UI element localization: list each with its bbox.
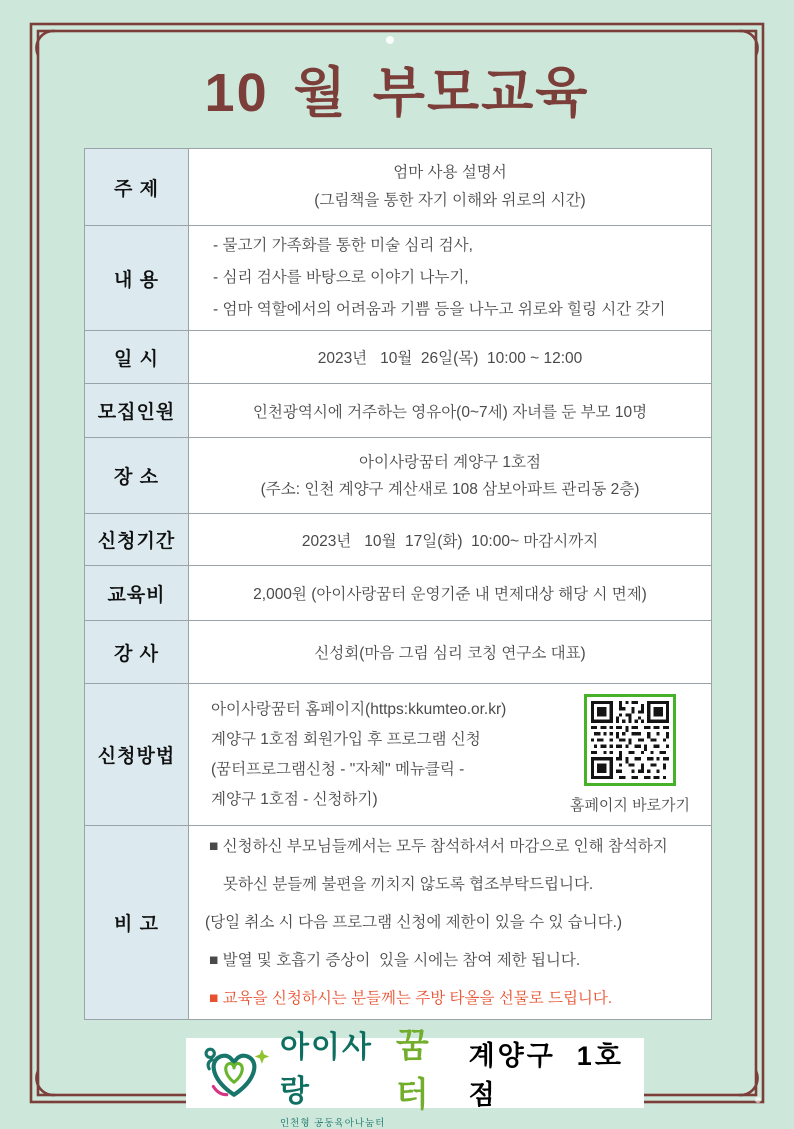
table-row-apply xyxy=(85,684,711,826)
row-label-place: 장 소 xyxy=(85,438,189,513)
instructor-value: 신성회(마음 그림 심리 코칭 연구소 대표) xyxy=(314,645,586,662)
background-speck xyxy=(755,1097,761,1103)
notes-line-5-highlight: ■ 교육을 신청하시는 분들께는 주방 타올을 선물로 드립니다. xyxy=(209,989,613,1007)
row-label-apply: 신청방법 xyxy=(85,684,189,825)
place-line-2: (주소: 인천 계양구 계산새로 108 삼보아파트 관리동 2층) xyxy=(260,480,640,498)
period-value: 2023년 10월 17일(화) 10:00~ 마감시까지 xyxy=(301,532,599,550)
row-label-fee: 교육비 xyxy=(85,566,189,620)
row-label-content: 내 용 xyxy=(85,226,189,330)
row-label-capacity: 모집인원 xyxy=(85,384,189,437)
content-line-2: - 심리 검사를 바탕으로 이야기 나누기, xyxy=(213,269,469,286)
table-row-place xyxy=(85,438,711,514)
info-table xyxy=(84,148,712,1020)
brand-tagline: 인천형 공동육아나눔터 xyxy=(280,1117,386,1129)
qr-code xyxy=(584,694,676,786)
table-row-instructor xyxy=(85,621,711,684)
apply-line-1: 아이사랑꿈터 홈페이지(https:kkumteo.or.kr) xyxy=(211,700,507,718)
table-row-content xyxy=(85,226,711,331)
apply-line-2: 계양구 1호점 회원가입 후 프로그램 신청 xyxy=(211,730,481,748)
notes-line-1: ■ 신청하신 부모님들께서는 모두 참석하셔서 마감으로 인해 참석하지 xyxy=(209,837,668,855)
brand-wordmark xyxy=(280,1018,455,1129)
content-line-3: - 엄마 역할에서의 어려움과 기쁨 등을 나누고 위로와 힐링 시간 갖기 xyxy=(213,301,666,318)
table-row-datetime xyxy=(85,331,711,384)
fee-value: 2,000원 (아이사랑꿈터 운영기준 내 면제대상 해당 시 면제) xyxy=(253,586,647,603)
datetime-value: 2023년 10월 26일(목) 10:00 ~ 12:00 xyxy=(317,350,583,367)
topic-line-2: (그림책을 통한 자기 이해와 위로의 시간) xyxy=(314,192,586,209)
row-label-period: 신청기간 xyxy=(85,514,189,565)
branch-name: 계양구 1호점 xyxy=(468,1041,624,1110)
notes-line-4: ■ 발열 및 호흡기 증상이 있을 시에는 참여 제한 됩니다. xyxy=(209,951,581,969)
table-row-notes xyxy=(85,826,711,1019)
page-title: 10 월 부모교육 xyxy=(204,63,590,123)
row-label-instructor: 강 사 xyxy=(85,621,189,683)
table-row-capacity xyxy=(85,384,711,438)
apply-line-3: (꿈터프로그램신청 - "자체" 메뉴클릭 - xyxy=(211,760,465,778)
background-speck xyxy=(386,36,394,44)
row-label-datetime: 일 시 xyxy=(85,331,189,383)
qr-caption: 홈페이지 바로가기 xyxy=(569,797,691,814)
table-row-fee xyxy=(85,566,711,621)
footer-brand-bar xyxy=(186,1026,644,1129)
table-row-topic xyxy=(85,149,711,226)
heart-logo-icon xyxy=(196,1043,272,1103)
notes-line-3: (당일 취소 시 다음 프로그램 신청에 제한이 있을 수 있 습니다.) xyxy=(205,913,623,931)
capacity-value: 인천광역시에 거주하는 영유아(0~7세) 자녀를 둔 부모 10명 xyxy=(252,403,648,421)
notes-line-2: 못하신 분들께 불편을 끼치지 않도록 협조부탁드립니다. xyxy=(223,875,594,893)
apply-line-4: 계양구 1호점 - 신청하기) xyxy=(211,790,378,808)
brand-main-text: 아이사랑 xyxy=(280,1030,373,1108)
place-line-1: 아이사랑꿈터 계양구 1호점 xyxy=(359,453,541,471)
topic-line-1: 엄마 사용 설명서 xyxy=(393,164,507,181)
row-label-topic: 주 제 xyxy=(85,149,189,225)
content-line-1: - 물고기 가족화를 통한 미술 심리 검사, xyxy=(213,237,473,254)
table-row-period xyxy=(85,514,711,566)
brand-sub-text: 꿈터 xyxy=(395,1026,429,1114)
row-label-notes: 비 고 xyxy=(85,826,189,1019)
star-icon xyxy=(255,1049,269,1063)
